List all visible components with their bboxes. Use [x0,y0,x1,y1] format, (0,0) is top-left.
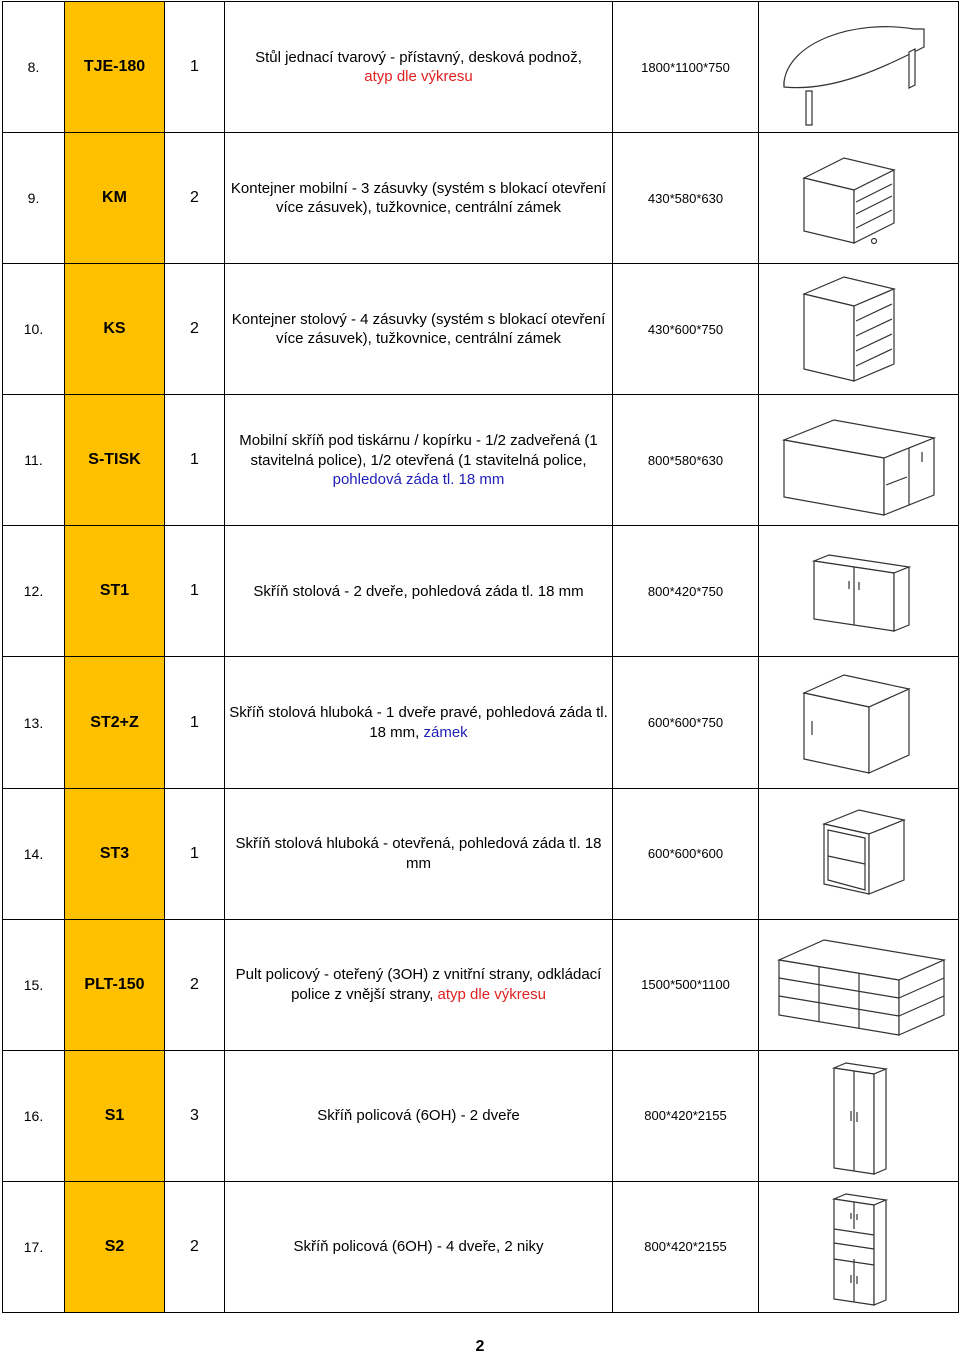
product-code: PLT-150 [65,919,165,1050]
table-row [3,1181,959,1312]
quantity: 1 [165,788,225,919]
row-number: 14. [3,788,65,919]
description-text: Skříň stolová hluboká - 1 dveře pravé, pohledová záda tl. 18 mm, [229,704,608,741]
tall-cabinet-icon [764,1056,954,1176]
description-note: atyp dle výkresu [437,985,546,1003]
open-cabinet-icon [764,794,954,914]
dimensions: 600*600*600 [613,788,759,919]
dimensions: 430*580*630 [613,133,759,264]
product-code: S-TISK [65,395,165,526]
dimensions: 800*420*2155 [613,1050,759,1181]
description-text: Mobilní skříň pod tiskárnu / kopírku - 1/2 zadveřená (1 stavitelná police), 1/2 otevřená (1 stavitelná police, [239,432,598,469]
description: Skříň stolová - 2 dveře, pohledová záda tl. 18 mm [225,526,613,657]
table-row [3,1050,959,1181]
description: Skříň policová (6OH) - 4 dveře, 2 niky [225,1181,613,1312]
description [225,2,613,133]
table-row [3,526,959,657]
desk-container-icon [764,269,954,389]
quantity: 1 [165,395,225,526]
description: Kontejner mobilní - 3 zásuvky (systém s blokací otevření více zásuvek), tužkovnice, centrální zámek [225,133,613,264]
row-number: 9. [3,133,65,264]
description-text: Stůl jednací tvarový - přístavný, desková podnož, [255,48,582,66]
product-code: ST2+Z [65,657,165,788]
deep-cabinet-icon [764,663,954,783]
description: Kontejner stolový - 4 zásuvky (systém s blokací otevření více zásuvek), tužkovnice, centrální zámek [225,264,613,395]
quantity: 1 [165,2,225,133]
product-code: ST3 [65,788,165,919]
quantity: 1 [165,657,225,788]
product-code: KS [65,264,165,395]
description [225,657,613,788]
product-code: KM [65,133,165,264]
furniture-table [2,1,959,1313]
mobile-container-icon [764,138,954,258]
meeting-table-icon [764,7,954,127]
dimensions: 1800*1100*750 [613,2,759,133]
dimensions: 800*580*630 [613,395,759,526]
product-code: S1 [65,1050,165,1181]
two-door-cabinet-icon [764,531,954,651]
description-note: zámek [423,723,468,741]
product-code: S2 [65,1181,165,1312]
dimensions: 430*600*750 [613,264,759,395]
table-row [3,788,959,919]
tall-niche-cabinet-icon [764,1187,954,1307]
quantity: 2 [165,133,225,264]
shelf-counter-icon [764,925,954,1045]
table-row [3,395,959,526]
quantity: 1 [165,526,225,657]
dimensions: 600*600*750 [613,657,759,788]
dimensions: 800*420*2155 [613,1181,759,1312]
quantity: 2 [165,264,225,395]
quantity: 2 [165,1181,225,1312]
page-number: 2 [475,1338,485,1355]
dimensions: 800*420*750 [613,526,759,657]
table-row [3,2,959,133]
description [225,919,613,1050]
row-number: 10. [3,264,65,395]
product-code: TJE-180 [65,2,165,133]
dimensions: 1500*500*1100 [613,919,759,1050]
description: Skříň policová (6OH) - 2 dveře [225,1050,613,1181]
description-note: pohledová záda tl. 18 mm [332,471,505,489]
product-code: ST1 [65,526,165,657]
table-row [3,264,959,395]
description [225,395,613,526]
description: Skříň stolová hluboká - otevřená, pohledová záda tl. 18 mm [225,788,613,919]
table-row [3,133,959,264]
description-text: Pult policový - oteřený (3OH) z vnitřní strany, odkládací police z vnější strany, [235,966,602,1003]
row-number: 15. [3,919,65,1050]
printer-cabinet-icon [764,400,954,520]
table-row [3,919,959,1050]
row-number: 11. [3,395,65,526]
row-number: 12. [3,526,65,657]
table-row [3,657,959,788]
quantity: 3 [165,1050,225,1181]
row-number: 13. [3,657,65,788]
row-number: 8. [3,2,65,133]
row-number: 16. [3,1050,65,1181]
description-note: atyp dle výkresu [364,68,473,86]
row-number: 17. [3,1181,65,1312]
quantity: 2 [165,919,225,1050]
